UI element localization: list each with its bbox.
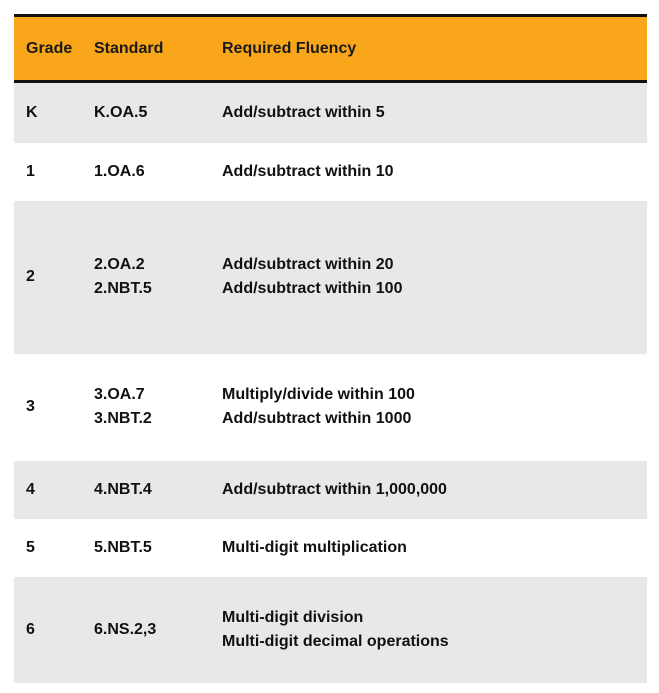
fluency-cell bbox=[209, 143, 647, 201]
fluency-text: Add/subtract within 5 bbox=[222, 103, 385, 121]
standard-code: 2.NBT.5 bbox=[94, 280, 152, 297]
fluency-text: Multi-digit division bbox=[222, 608, 364, 626]
fluency-text: Multi-digit multiplication bbox=[222, 538, 407, 556]
table-row bbox=[14, 577, 647, 683]
fluency-text: Add/subtract within 1000 bbox=[222, 410, 412, 427]
standard-cell bbox=[80, 201, 209, 354]
table-row bbox=[14, 82, 647, 143]
standard-cell bbox=[80, 577, 209, 683]
fluency-text: Multi-digit decimal operations bbox=[222, 632, 449, 650]
standard-cell bbox=[80, 519, 209, 577]
grade-cell: 5 bbox=[14, 519, 80, 577]
fluency-cell bbox=[209, 577, 647, 683]
standard-code: 1.OA.6 bbox=[94, 162, 145, 180]
standard-code: 4.NBT.4 bbox=[94, 480, 152, 498]
standard-cell bbox=[80, 354, 209, 461]
grade-cell: 4 bbox=[14, 461, 80, 519]
grade-cell: 2 bbox=[14, 201, 80, 354]
fluency-text: Add/subtract within 1,000,000 bbox=[222, 480, 447, 498]
table-header-row bbox=[14, 16, 647, 82]
fluency-text: Multiply/divide within 100 bbox=[222, 386, 415, 403]
table-row bbox=[14, 201, 647, 354]
fluency-cell bbox=[209, 519, 647, 577]
fluency-text: Add/subtract within 20 bbox=[222, 256, 394, 273]
standard-code: 3.OA.7 bbox=[94, 386, 145, 403]
grade-cell: 1 bbox=[14, 143, 80, 201]
table-row bbox=[14, 143, 647, 201]
table-row bbox=[14, 461, 647, 519]
fluency-cell bbox=[209, 461, 647, 519]
standard-code: 2.OA.2 bbox=[94, 256, 145, 273]
required-fluency-column-header: Required Fluency bbox=[209, 16, 647, 82]
fluency-cell bbox=[209, 201, 647, 354]
fluency-text: Add/subtract within 10 bbox=[222, 162, 394, 180]
table-row bbox=[14, 519, 647, 577]
grade-cell: K bbox=[14, 82, 80, 143]
standard-code: K.OA.5 bbox=[94, 103, 148, 121]
standard-code: 5.NBT.5 bbox=[94, 538, 152, 556]
standard-cell bbox=[80, 143, 209, 201]
grade-column-header: Grade bbox=[14, 16, 80, 82]
table-row bbox=[14, 354, 647, 461]
standard-code: 3.NBT.2 bbox=[94, 410, 152, 427]
fluency-cell bbox=[209, 354, 647, 461]
standard-cell bbox=[80, 82, 209, 143]
fluency-standards-table bbox=[14, 14, 647, 683]
fluency-text: Add/subtract within 100 bbox=[222, 280, 403, 297]
standard-code: 6.NS.2,3 bbox=[94, 620, 157, 638]
standard-cell bbox=[80, 461, 209, 519]
grade-cell: 3 bbox=[14, 354, 80, 461]
standard-column-header: Standard bbox=[80, 16, 209, 82]
fluency-cell bbox=[209, 82, 647, 143]
grade-cell: 6 bbox=[14, 577, 80, 683]
